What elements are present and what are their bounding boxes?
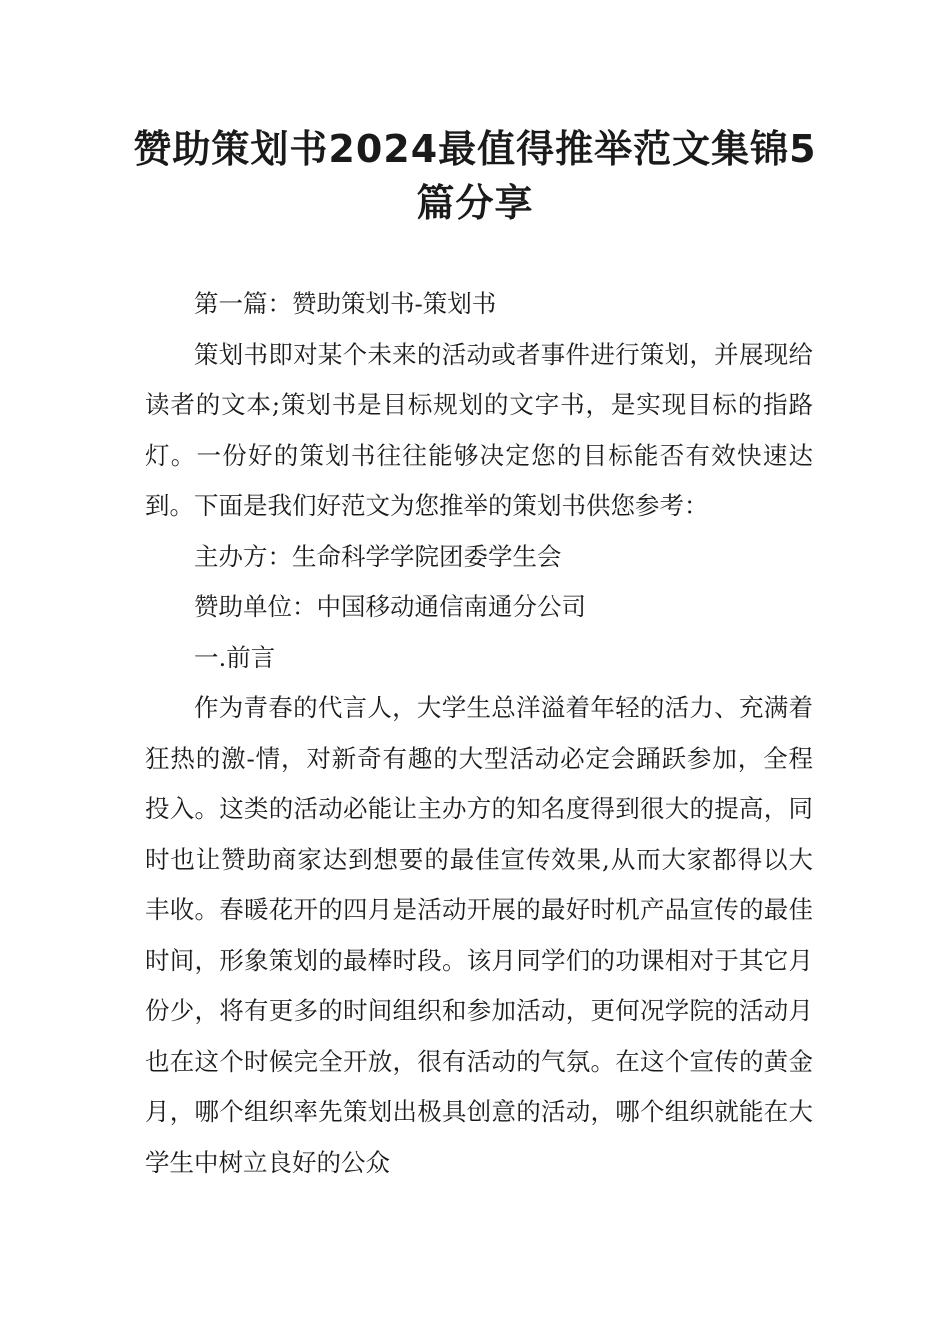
document-body — [145, 279, 813, 1188]
preface-paragraph: 作为青春的代言人，大学生总洋溢着年轻的活力、充满着狂热的激-情，对新奇有趣的大型活动必定会踊跃参加，全程投入。这类的活动必能让主办方的知名度得到很大的提高，同时也让赞助商家达到想要的最佳宣传效果,从而大家都得以大丰收。春暖花开的四月是活动开展的最好时机产品宣传的最佳时间，形象策划的最棒时段。该月同学们的功课相对于其它月份少，将有更多的时间组织和参加活动，更何况学院的活动月也在这个时候完全开放，很有活动的气氛。在这个宣传的黄金月，哪个组织率先策划出极具创意的活动，哪个组织就能在大学生中树立良好的公众 — [145, 693, 813, 1177]
sponsor-line: 赞助单位：中国移动通信南通分公司 — [194, 592, 586, 621]
organizer-line: 主办方：生命科学学院团委学生会 — [194, 541, 562, 571]
intro-paragraph: 策划书即对某个未来的活动或者事件进行策划，并展现给读者的文本;策划书是目标规划的文字书，是实现目标的指路灯。一份好的策划书往往能够决定您的目标能否有效快速达到。下面是我们好范文为您推举的策划书供您参考： — [145, 339, 813, 520]
preface-heading: 一.前言 — [194, 642, 276, 672]
section-heading: 第一篇：赞助策划书-策划书 — [194, 289, 497, 318]
document-title: 赞助策划书2024最值得推举范文集锦5篇分享 — [133, 127, 817, 225]
